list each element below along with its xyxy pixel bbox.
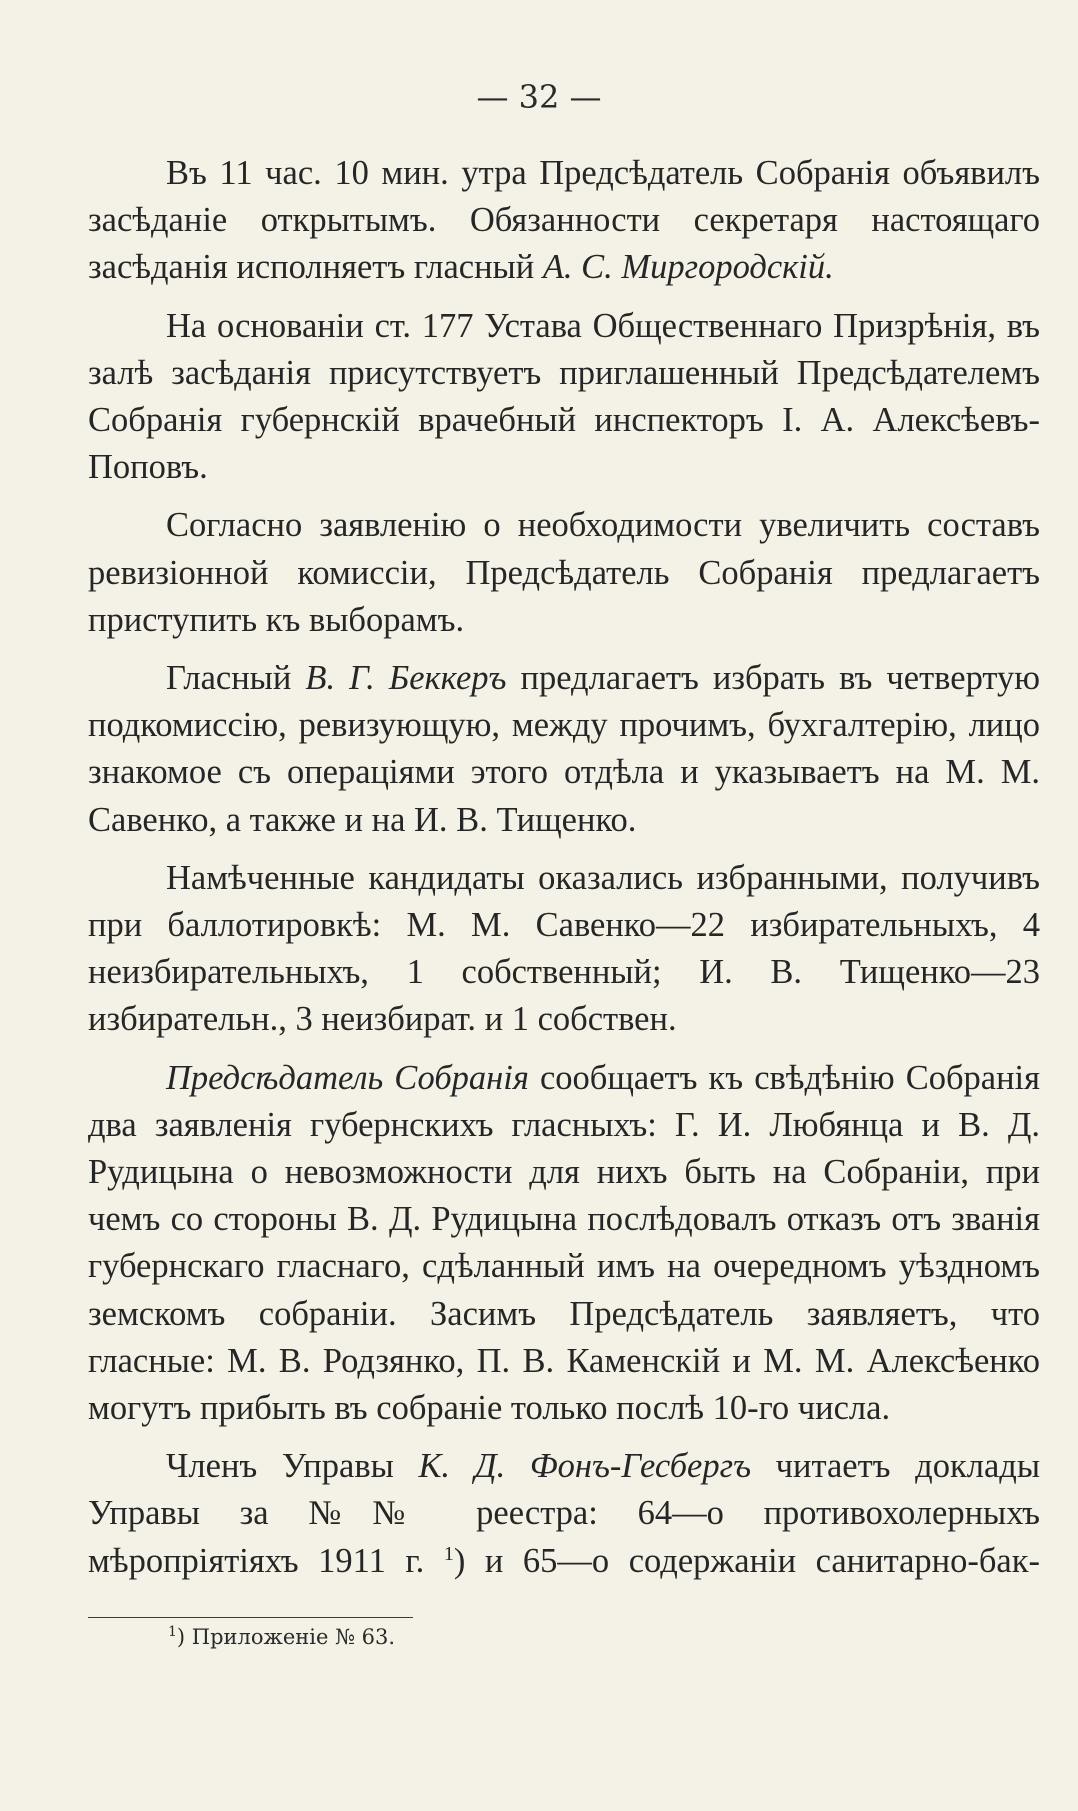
footnote xyxy=(168,1625,395,1649)
paragraph xyxy=(88,150,1040,292)
body-text xyxy=(88,150,1040,1585)
text-run: ) и 65—о содержаніи санитарно-бак- xyxy=(453,1541,1040,1580)
text-run: читаетъ доклады Управы за №№ реестра: 64—о противохолерныхъ мѣропріятіяхъ 1911 г. xyxy=(88,1447,1040,1580)
text-run: сообщаетъ къ свѣдѣнію Собранія два заявленія губернскихъ гласныхъ: Г. И. Любянца и В. Д. Рудицына о невозможности для нихъ быть на Собраніи, при чемъ со стороны В. Д. Рудицына послѣдовалъ отказъ отъ званія губернскаго гласнаго, сдѣланный имъ на очередномъ уѣздномъ земскомъ собраніи. Засимъ Предсѣдатель заявляетъ, что гласные: М. В. Родзянко, П. В. Каменскій и М. М. Алексѣенко могутъ прибыть въ собраніе только послѣ 10-го числа. xyxy=(88,1058,1041,1428)
text-run: Согласно заявленію о необходимости увеличить составъ ревизіонной комиссіи, Предсѣдатель Собранія предлагаетъ приступить къ выборамъ. xyxy=(88,506,1040,639)
footnote-rule xyxy=(88,1617,413,1618)
italic-name: А. С. Миргородскій. xyxy=(542,248,834,287)
paragraph xyxy=(88,655,1040,844)
paragraph xyxy=(88,502,1040,644)
paragraph xyxy=(88,1055,1040,1433)
text-run: На основаніи ст. 177 Устава Общественнаго Призрѣнія, въ залѣ засѣданія присутствуетъ приглашенный Предсѣдателемъ Собранія губернскій врачебный инспекторъ І. А. Алексѣевъ-Поповъ. xyxy=(88,306,1040,487)
text-run: Гласный xyxy=(166,659,306,698)
footnote-mark: 1 xyxy=(168,1624,177,1640)
footnote-text: ) Приложеніе № 63. xyxy=(176,1625,396,1649)
italic-name: В. Г. Беккеръ xyxy=(305,659,507,698)
text-run: предлагаетъ избрать въ четвертую подкомиссію, ревизующую, между прочимъ, бухгалтерію, лицо знакомое съ операціями этого отдѣла и указываетъ на М. М. Савенко, а также и на И. В. Тищенко. xyxy=(88,659,1041,839)
italic-name: Предсѣдатель Собранія xyxy=(166,1058,529,1097)
italic-name: К. Д. Фонъ-Гесбергъ xyxy=(418,1447,751,1486)
footnote-reference: 1 xyxy=(443,1542,454,1565)
paragraph xyxy=(88,1443,1040,1585)
page-number: — 32 — xyxy=(476,78,602,116)
text-run: Въ 11 час. 10 мин. утра Предсѣдатель Собранія объявилъ засѣданіе открытымъ. Обязанности секретаря настоящаго засѣданія исполняетъ гласный xyxy=(88,154,1040,287)
paragraph xyxy=(88,855,1040,1044)
paragraph xyxy=(88,303,1040,492)
text-run: Членъ Управы xyxy=(166,1447,419,1486)
text-run: Намѣченные кандидаты оказались избранными, получивъ при баллотировкѣ: М. М. Савенко—22 избирательныхъ, 4 неизбирательныхъ, 1 собственный; И. В. Тищенко—23 избирательн., 3 неизбират. и 1 собствен. xyxy=(88,858,1040,1039)
